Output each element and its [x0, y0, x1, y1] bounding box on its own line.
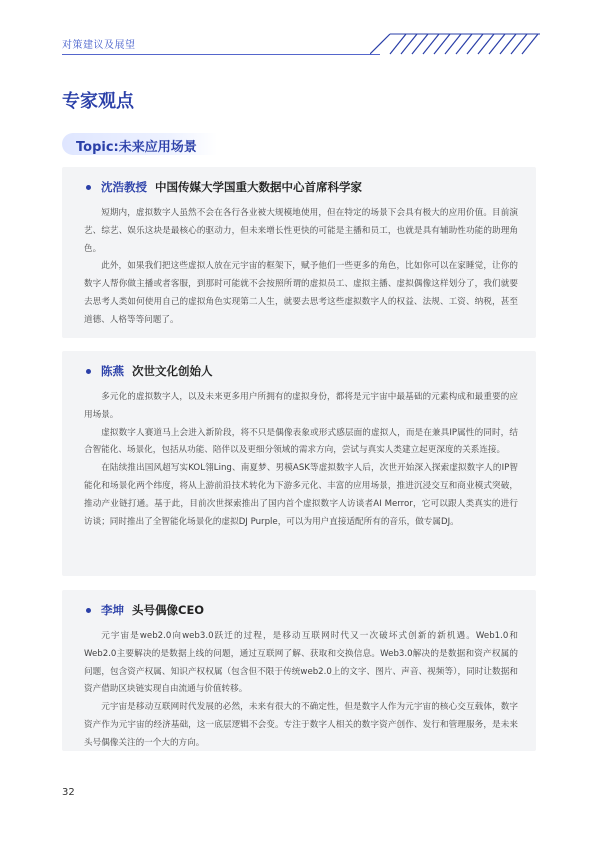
section-title: 专家观点 — [62, 91, 134, 112]
quote-paragraph: 短期内，虚拟数字人虽然不会在各行各业被大规模地使用，但在特定的场景下会具有极大的应用价值。目前演艺、综艺、娱乐这块是最核心的驱动力，但未来增长性更快的可能是主播和员工，也就是具有辅助性功能的助理角色。 — [84, 208, 518, 254]
quote-paragraph: 元宇宙是web2.0向web3.0跃迁的过程，是移动互联网时代又一次破坏式创新的新机遇。Web1.0和 Web2.0主要解决的是数据上线的问题，通过互联网了解、获取和交换信息。Web3.0解决的是数据和资产权属的问题，包含资产权属、知识产权权属（包含但不限于传统web2.0上的文字、图片、声音、视频等），同时让数据和资产借助区块链实现自由流通与价值转移。 — [84, 631, 527, 695]
quote-paragraph: 此外，如果我们把这些虚拟人放在元宇宙的框架下，赋予他们一些更多的角色，比如你可以在家睡觉，让你的数字人帮你做主播或者客服，到那时可能就不会按照所谓的虚拟员工、虚拟主播、虚拟偶像这样划分了，我们就要去思考人类如何使用自己的虚拟角色实现第二人生，就要去思考这些虚拟数字人的权益、法规、工资、纳税，甚至道德、人格等等问题了。 — [84, 261, 518, 325]
expert-name: 陈燕 — [101, 364, 124, 378]
expert-name: 沈浩教授 — [101, 180, 147, 194]
expert-name: 李坤 — [101, 603, 124, 617]
bullet-icon — [86, 608, 91, 613]
expert-role: 头号偶像CEO — [132, 603, 205, 617]
header-title: 对策建议及展望 — [62, 40, 136, 51]
expert-heading — [86, 602, 204, 618]
bullet-icon — [86, 185, 91, 190]
expert-card — [62, 590, 536, 751]
expert-role: 中国传媒大学国重大数据中心首席科学家 — [155, 180, 362, 194]
expert-card — [62, 167, 536, 338]
expert-role: 次世文化创始人 — [132, 364, 213, 378]
quote-paragraph: 在陆续推出国风超写实KOL翎Ling、南夏梦、男模ASK等虚拟数字人后，次世开始深入探索虚拟数字人的IP智能化和场景化两个纬度，将从上游前沿技术转化为下游多元化、丰富的应用场景，推进沉浸交互和商业模式突破，推动产业链打通。基于此，目前次世探索推出了国内首个虚拟数字人访谈者AI Merror，它可以跟人类真实的进行访谈；同时推出了全智能化场景化的虚拟DJ Purple，可以为用户直接适配所有的音乐，做专属DJ。 — [84, 463, 518, 527]
page-number: 32 — [62, 787, 75, 798]
topic-label: Topic:未来应用场景 — [76, 140, 197, 155]
expert-heading — [86, 179, 362, 195]
expert-quote — [84, 205, 518, 330]
expert-card — [62, 351, 536, 576]
quote-paragraph: 元宇宙是移动互联网时代发展的必然，未来有很大的不确定性，但是数字人作为元宇宙的核心交互载体，数字资产作为元宇宙的经济基础，这一底层逻辑不会变。专注于数字人相关的数字资产创作、发行和管理服务，是未来头号偶像关注的一个大的方向。 — [84, 702, 518, 748]
expert-quote — [84, 628, 527, 753]
bullet-icon — [86, 369, 91, 374]
expert-quote — [84, 389, 518, 531]
quote-paragraph: 多元化的虚拟数字人，以及未来更多用户所拥有的虚拟身份，都将是元宇宙中最基础的元素构成和最重要的应用场景。 — [84, 392, 518, 420]
header-divider — [62, 54, 380, 55]
quote-paragraph: 虚拟数字人赛道马上会进入新阶段，将不只是偶像表象或形式感层面的虚拟人，而是在兼具IP属性的同时，结合智能化、场景化，包括从功能、陪伴以及更细分领域的需求方向，尝试与真实人类建立起更深度的关系连接。 — [84, 427, 518, 456]
page-header — [0, 0, 600, 62]
expert-heading — [86, 363, 213, 379]
header-stripes-decoration — [370, 28, 540, 56]
